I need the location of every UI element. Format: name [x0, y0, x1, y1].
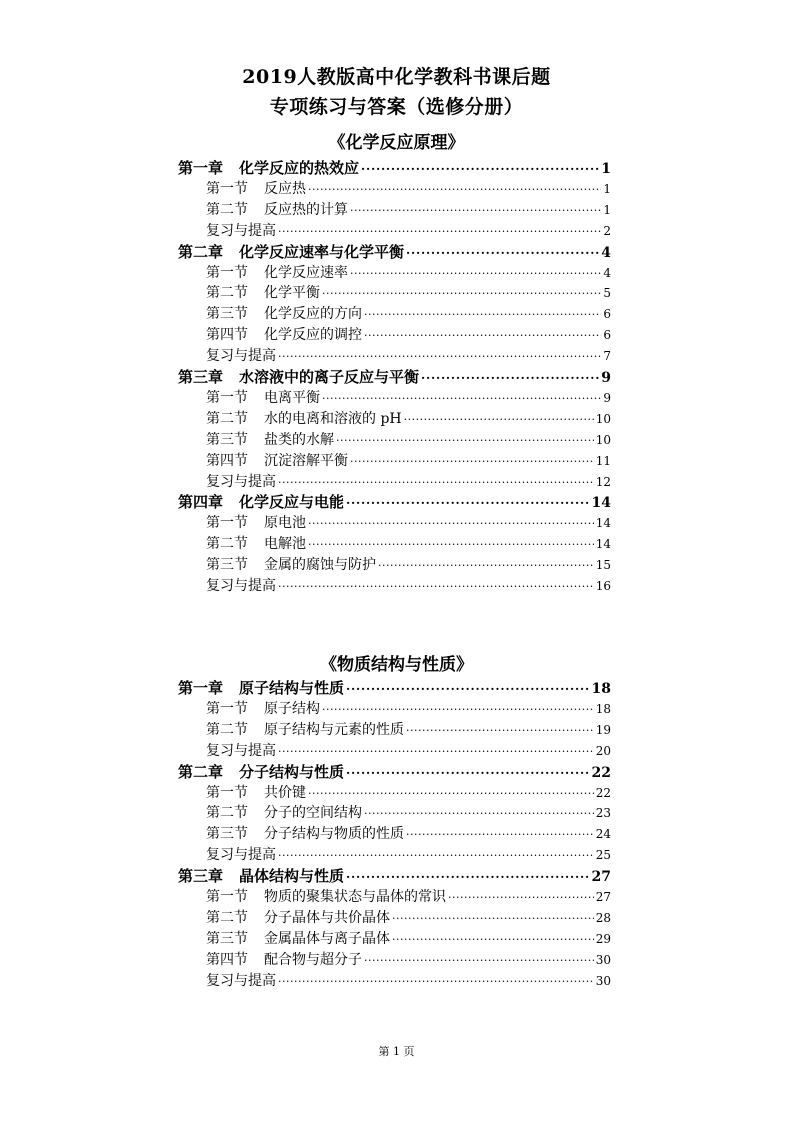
toc-section-entry[interactable] — [206, 720, 611, 741]
toc-entry-number: 第一节 — [206, 889, 248, 905]
toc-entry-label: 沉淀溶解平衡 — [264, 452, 348, 469]
toc-page-number: 19 — [595, 722, 611, 737]
toc-entry-label: 化学平衡 — [264, 285, 320, 302]
toc-entry-number: 第三章 — [178, 867, 224, 886]
toc-entry-label: 金属晶体与离子晶体 — [264, 930, 390, 947]
toc-entry-number: 第二节 — [206, 410, 248, 427]
toc-page-number: 1 — [603, 202, 611, 217]
toc-section-entry[interactable] — [206, 451, 611, 472]
toc-entry-label: 复习与提高 — [206, 847, 276, 864]
toc-entry-number: 第三节 — [206, 930, 248, 947]
toc-entry-number: 第四章 — [178, 493, 224, 512]
toc-chapter-entry[interactable] — [178, 242, 611, 263]
toc-review-entry[interactable] — [206, 845, 611, 866]
toc-entry-number: 第一章 — [178, 159, 224, 177]
toc-review-entry[interactable] — [206, 741, 611, 762]
toc-leader-dots — [278, 576, 594, 597]
toc-leader-dots — [346, 867, 589, 888]
toc-entry-number: 第一节 — [206, 389, 248, 406]
toc-chapter-entry[interactable] — [178, 367, 611, 388]
toc-entry-label: 水的电离和溶液的 pH — [264, 410, 402, 427]
toc-section-entry[interactable] — [206, 263, 611, 284]
toc-leader-dots — [308, 179, 601, 200]
toc-leader-dots — [278, 221, 601, 242]
toc-leader-dots — [361, 159, 599, 180]
toc-page-number: 14 — [591, 495, 611, 512]
toc-entry-label: 复习与提高 — [206, 348, 276, 365]
toc-entry-number: 第二节 — [206, 285, 248, 302]
toc-leader-dots — [406, 243, 599, 264]
toc-entry-label: 反应热 — [264, 180, 306, 197]
toc-entry-label: 复习与提高 — [206, 473, 276, 490]
toc-entry-number: 第一节 — [206, 180, 248, 197]
toc-entry-label: 水溶液中的离子反应与平衡 — [239, 368, 420, 386]
toc-page-number: 20 — [595, 743, 611, 758]
toc-page-number: 18 — [595, 701, 611, 716]
toc-leader-dots — [346, 679, 589, 700]
toc-page-number: 29 — [595, 931, 611, 946]
toc-section-entry[interactable] — [206, 179, 611, 200]
toc-review-entry[interactable] — [206, 971, 611, 992]
toc-entry-label: 化学反应速率与化学平衡 — [239, 242, 405, 261]
toc-page-number: 16 — [595, 579, 611, 593]
toc-leader-dots — [278, 971, 594, 992]
toc-entry-label: 原子结构与元素的性质 — [264, 721, 404, 738]
toc-page-number: 22 — [595, 785, 611, 800]
toc-entry-number: 第二节 — [206, 201, 248, 218]
toc-page-number: 9 — [603, 390, 611, 405]
toc-entry-label: 盐类的水解 — [264, 431, 334, 448]
toc-entry-label: 晶体结构与性质 — [239, 867, 345, 886]
toc-entry-label: 共价键 — [264, 784, 306, 801]
toc-entry-number: 第二节 — [206, 909, 248, 926]
toc-section-entry[interactable] — [206, 555, 611, 576]
toc-chapter-entry[interactable] — [178, 492, 611, 513]
toc-entry-label: 化学反应速率 — [264, 264, 348, 281]
toc-entry-label: 复习与提高 — [206, 742, 276, 759]
toc-page-number: 4 — [603, 265, 611, 280]
toc-section-entry[interactable] — [206, 887, 611, 908]
toc-entry-label: 配合物与超分子 — [264, 951, 362, 968]
toc-page-number: 25 — [595, 848, 611, 863]
toc-entry-label: 原子结构 — [264, 700, 320, 717]
toc-entry-number: 第三节 — [206, 826, 248, 843]
toc-leader-dots — [406, 720, 594, 741]
toc-page-number: 28 — [595, 910, 611, 925]
toc-page-number: 1 — [603, 181, 611, 196]
toc-entry-label: 分子的空间结构 — [264, 805, 362, 822]
toc-page-number: 4 — [601, 244, 611, 261]
toc-section-entry[interactable] — [206, 388, 611, 409]
toc-entry-label: 化学反应的调控 — [264, 327, 362, 344]
toc-page-number: 27 — [595, 890, 611, 904]
toc-page-number: 5 — [603, 286, 611, 301]
toc-review-entry[interactable] — [206, 472, 611, 493]
toc-leader-dots — [346, 493, 589, 514]
toc-entry-number: 第一章 — [178, 679, 224, 697]
toc-review-entry[interactable] — [206, 576, 611, 597]
toc-entry-label: 物质的聚集状态与晶体的常识 — [264, 889, 446, 905]
toc-entry-number: 第三节 — [206, 431, 248, 448]
toc-entry-label: 复习与提高 — [206, 578, 276, 594]
toc-entry-label: 复习与提高 — [206, 222, 276, 239]
toc-review-entry[interactable] — [206, 346, 611, 367]
toc-entry-number: 第二节 — [206, 536, 248, 553]
toc-leader-dots — [364, 304, 601, 325]
toc-entry-label: 化学反应的方向 — [264, 306, 362, 323]
toc-page-number: 6 — [603, 307, 611, 322]
toc-section-entry[interactable] — [206, 929, 611, 950]
toc-leader-dots — [404, 409, 594, 430]
toc-entry-label: 化学反应与电能 — [239, 493, 345, 512]
toc-entry-number: 第四节 — [206, 327, 248, 344]
toc-section-entry[interactable] — [206, 803, 611, 824]
toc-page-number: 18 — [591, 681, 611, 697]
toc-leader-dots — [308, 513, 594, 534]
toc-page-number: 15 — [595, 558, 611, 573]
toc-page-number: 27 — [591, 869, 611, 886]
toc-leader-dots — [322, 283, 601, 304]
toc-entry-number: 第三节 — [206, 557, 248, 574]
toc-entry-number: 第一节 — [206, 700, 248, 717]
toc-section-entry[interactable] — [206, 409, 611, 430]
toc-page-number: 23 — [595, 806, 611, 821]
toc-entry-number: 第二章 — [178, 242, 224, 261]
toc-leader-dots — [336, 430, 594, 451]
toc-leader-dots — [278, 845, 594, 866]
toc-section-entry[interactable] — [206, 783, 611, 804]
toc-leader-dots — [392, 929, 594, 950]
toc-entry-label: 复习与提高 — [206, 972, 276, 989]
toc-chapter-entry[interactable] — [178, 762, 611, 783]
toc-page-number: 22 — [591, 764, 611, 781]
book1-title: 《化学反应原理》 — [328, 133, 465, 153]
toc-page-number: 10 — [595, 411, 611, 426]
toc-entry-number: 第四节 — [206, 452, 248, 469]
toc-entry-label: 分子结构与物质的性质 — [264, 826, 404, 843]
toc-entry-label: 分子结构与性质 — [239, 762, 345, 781]
toc-entry-number: 第一节 — [206, 784, 248, 801]
toc-entry-number: 第四节 — [206, 951, 248, 968]
toc-leader-dots — [308, 534, 594, 555]
toc-entry-number: 第三节 — [206, 306, 248, 323]
toc-section-entry[interactable] — [206, 824, 611, 845]
document-title: 2019人教版高中化学教科书课后题 — [242, 66, 551, 88]
toc-section-entry[interactable] — [206, 534, 611, 555]
toc-page-number: 10 — [595, 432, 611, 447]
toc-page-number: 30 — [595, 952, 611, 967]
toc-leader-dots — [406, 824, 594, 845]
toc-leader-dots — [346, 763, 589, 784]
toc-section-entry[interactable] — [206, 283, 611, 304]
toc-entry-label: 电解池 — [264, 536, 306, 553]
toc-page-number: 30 — [595, 973, 611, 988]
toc-section-entry[interactable] — [206, 430, 611, 451]
toc-entry-label: 金属的腐蚀与防护 — [264, 557, 376, 574]
toc-leader-dots — [350, 200, 601, 221]
toc-leader-dots — [308, 783, 594, 804]
document-subtitle: 专项练习与答案（选修分册） — [269, 96, 524, 118]
toc-entry-label: 原子结构与性质 — [239, 679, 345, 697]
book2-title: 《物质结构与性质》 — [320, 655, 473, 675]
toc-entry-label: 原电池 — [264, 515, 306, 532]
toc-chapter-entry[interactable] — [178, 158, 611, 179]
page-footer: 第 1 页 — [378, 1045, 415, 1058]
toc-page-number: 9 — [601, 370, 611, 386]
toc-leader-dots — [364, 325, 601, 346]
toc-page-number: 14 — [595, 537, 611, 552]
toc-leader-dots — [322, 699, 594, 720]
toc-leader-dots — [322, 388, 601, 409]
toc-leader-dots — [278, 346, 601, 367]
toc-page-number: 7 — [603, 349, 611, 364]
toc-section-entry[interactable] — [206, 699, 611, 720]
toc-leader-dots — [350, 451, 594, 472]
toc-leader-dots — [364, 803, 594, 824]
toc-leader-dots — [364, 950, 594, 971]
toc-entry-label: 分子晶体与共价晶体 — [264, 909, 390, 926]
toc-page-number: 14 — [595, 516, 611, 531]
toc-entry-number: 第一节 — [206, 515, 248, 532]
toc-leader-dots — [378, 555, 594, 576]
toc-section-entry[interactable] — [206, 908, 611, 929]
toc-section-entry[interactable] — [206, 513, 611, 534]
toc-leader-dots — [392, 908, 594, 929]
toc-page-number: 12 — [595, 474, 611, 489]
toc-entry-number: 第三章 — [178, 368, 224, 386]
toc-page-number: 6 — [603, 328, 611, 343]
toc-entry-label: 反应热的计算 — [264, 201, 348, 218]
toc-section-entry[interactable] — [206, 304, 611, 325]
toc-entry-number: 第二节 — [206, 721, 248, 738]
toc-page-number: 2 — [603, 223, 611, 238]
toc-leader-dots — [421, 368, 599, 389]
toc-chapter-entry[interactable] — [178, 866, 611, 887]
toc-entry-number: 第二节 — [206, 805, 248, 822]
toc-leader-dots — [278, 741, 594, 762]
toc-leader-dots — [448, 887, 594, 908]
toc-entry-number: 第一节 — [206, 264, 248, 281]
toc-entry-label: 化学反应的热效应 — [239, 159, 360, 177]
toc-review-entry[interactable] — [206, 221, 611, 242]
toc-page-number: 24 — [595, 827, 611, 842]
toc-page-number: 1 — [601, 161, 611, 177]
toc-section-entry[interactable] — [206, 950, 611, 971]
toc-page-number: 11 — [595, 453, 611, 468]
toc-entry-label: 电离平衡 — [264, 389, 320, 406]
toc-leader-dots — [278, 472, 594, 493]
toc-entry-number: 第二章 — [178, 762, 224, 781]
toc-chapter-entry[interactable] — [178, 678, 611, 699]
toc-leader-dots — [350, 263, 601, 284]
toc-section-entry[interactable] — [206, 325, 611, 346]
toc-section-entry[interactable] — [206, 200, 611, 221]
